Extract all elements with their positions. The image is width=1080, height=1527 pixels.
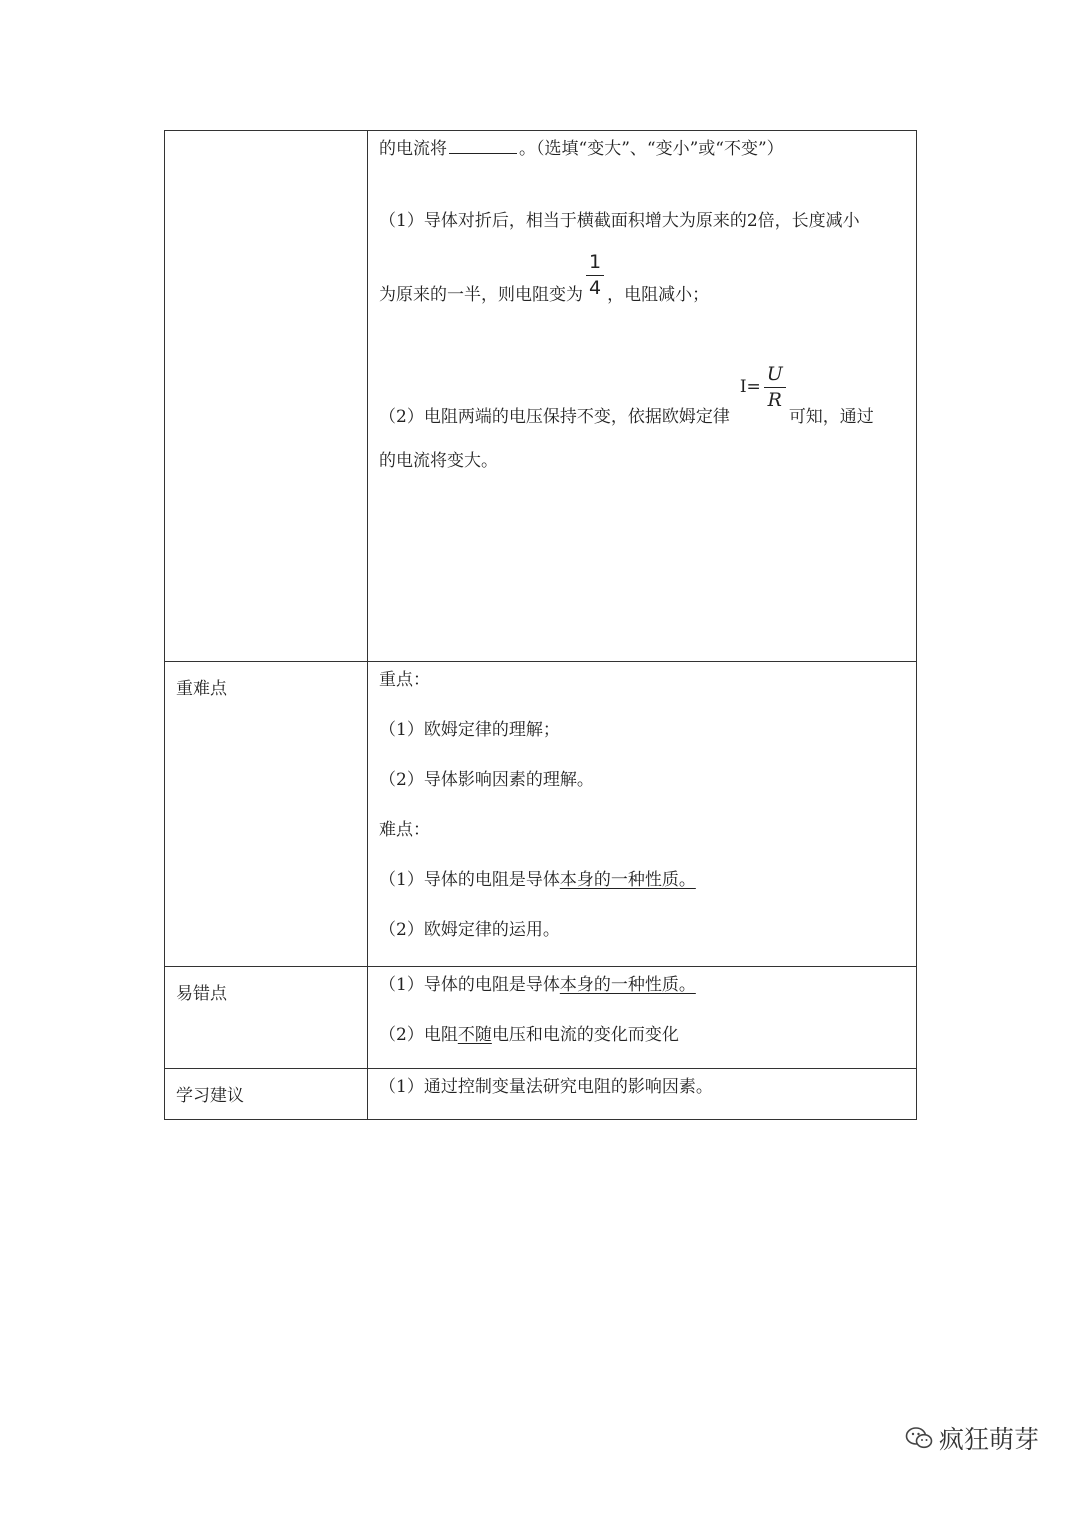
fraction bbox=[764, 365, 786, 410]
text-segment: （1）导体的电阻是导体 bbox=[379, 975, 560, 995]
underlined-text: 本身的一种性质。 bbox=[559, 870, 696, 890]
table-row bbox=[165, 967, 917, 1069]
row-label: 易错点 bbox=[165, 967, 368, 1069]
text-segment: （2）欧姆定律的运用。 bbox=[379, 920, 560, 940]
underlined-text: 不随 bbox=[457, 1025, 492, 1045]
row-content bbox=[368, 1069, 917, 1120]
row-label: 学习建议 bbox=[165, 1069, 368, 1120]
text-segment: （1）欧姆定律的理解； bbox=[379, 720, 560, 740]
text-segment: 。（选填“变大”、“变小”或“不变”） bbox=[519, 139, 784, 159]
text-segment: 的电流将变大。 bbox=[379, 451, 498, 471]
text-segment: 为原来的一半，则电阻变为 bbox=[379, 285, 583, 305]
fraction-denominator: R bbox=[767, 389, 782, 411]
text-line bbox=[368, 1017, 916, 1067]
text-line bbox=[368, 1069, 916, 1119]
text-line bbox=[368, 443, 916, 479]
text-line bbox=[368, 912, 916, 962]
fraction-numerator: U bbox=[764, 365, 786, 388]
text-segment: 电压和电流的变化而变化 bbox=[491, 1025, 679, 1045]
text-line bbox=[368, 762, 916, 812]
table-row bbox=[165, 131, 917, 662]
lesson-table bbox=[164, 130, 917, 1120]
text-segment: （2）电阻 bbox=[379, 1025, 458, 1045]
underlined-text: 本身的一种性质。 bbox=[559, 975, 696, 995]
text-line bbox=[368, 967, 916, 1017]
row-content bbox=[368, 662, 917, 967]
formula-text: I= bbox=[739, 377, 761, 397]
text-segment: 可知，通过 bbox=[788, 407, 874, 427]
text-segment: ，电阻减小； bbox=[607, 285, 710, 305]
text-line bbox=[368, 203, 916, 243]
fraction bbox=[586, 253, 604, 298]
text-line bbox=[368, 862, 916, 912]
row-label bbox=[165, 131, 368, 662]
fraction-denominator: 4 bbox=[589, 277, 602, 299]
text-line bbox=[368, 131, 916, 175]
row-label: 重难点 bbox=[165, 662, 368, 967]
text-line bbox=[368, 712, 916, 762]
text-segment: 的电流将 bbox=[379, 139, 447, 159]
row-content bbox=[368, 131, 917, 662]
text-segment: 难点： bbox=[379, 820, 430, 840]
fraction-numerator: 1 bbox=[586, 253, 604, 276]
text-segment: （1）导体对折后，相当于横截面积增大为原来的2倍，长度减小 bbox=[379, 211, 860, 231]
text-line bbox=[368, 355, 916, 437]
text-segment: （1）导体的电阻是导体 bbox=[379, 870, 560, 890]
wechat-icon bbox=[905, 1426, 933, 1450]
table-row bbox=[165, 1069, 917, 1120]
text-segment: 重点： bbox=[379, 670, 430, 690]
text-segment: （2）电阻两端的电压保持不变，依据欧姆定律 bbox=[379, 407, 730, 427]
text-line bbox=[368, 662, 916, 712]
text-segment: （2）导体影响因素的理解。 bbox=[379, 770, 594, 790]
text-line bbox=[368, 812, 916, 862]
row-content bbox=[368, 967, 917, 1069]
table-row bbox=[165, 662, 917, 967]
fill-blank bbox=[449, 135, 517, 154]
text-segment: （1）通过控制变量法研究电阻的影响因素。 bbox=[379, 1077, 713, 1097]
watermark-text: 疯狂萌芽 bbox=[939, 1425, 1040, 1454]
text-line bbox=[368, 243, 916, 323]
watermark bbox=[905, 1420, 1039, 1456]
